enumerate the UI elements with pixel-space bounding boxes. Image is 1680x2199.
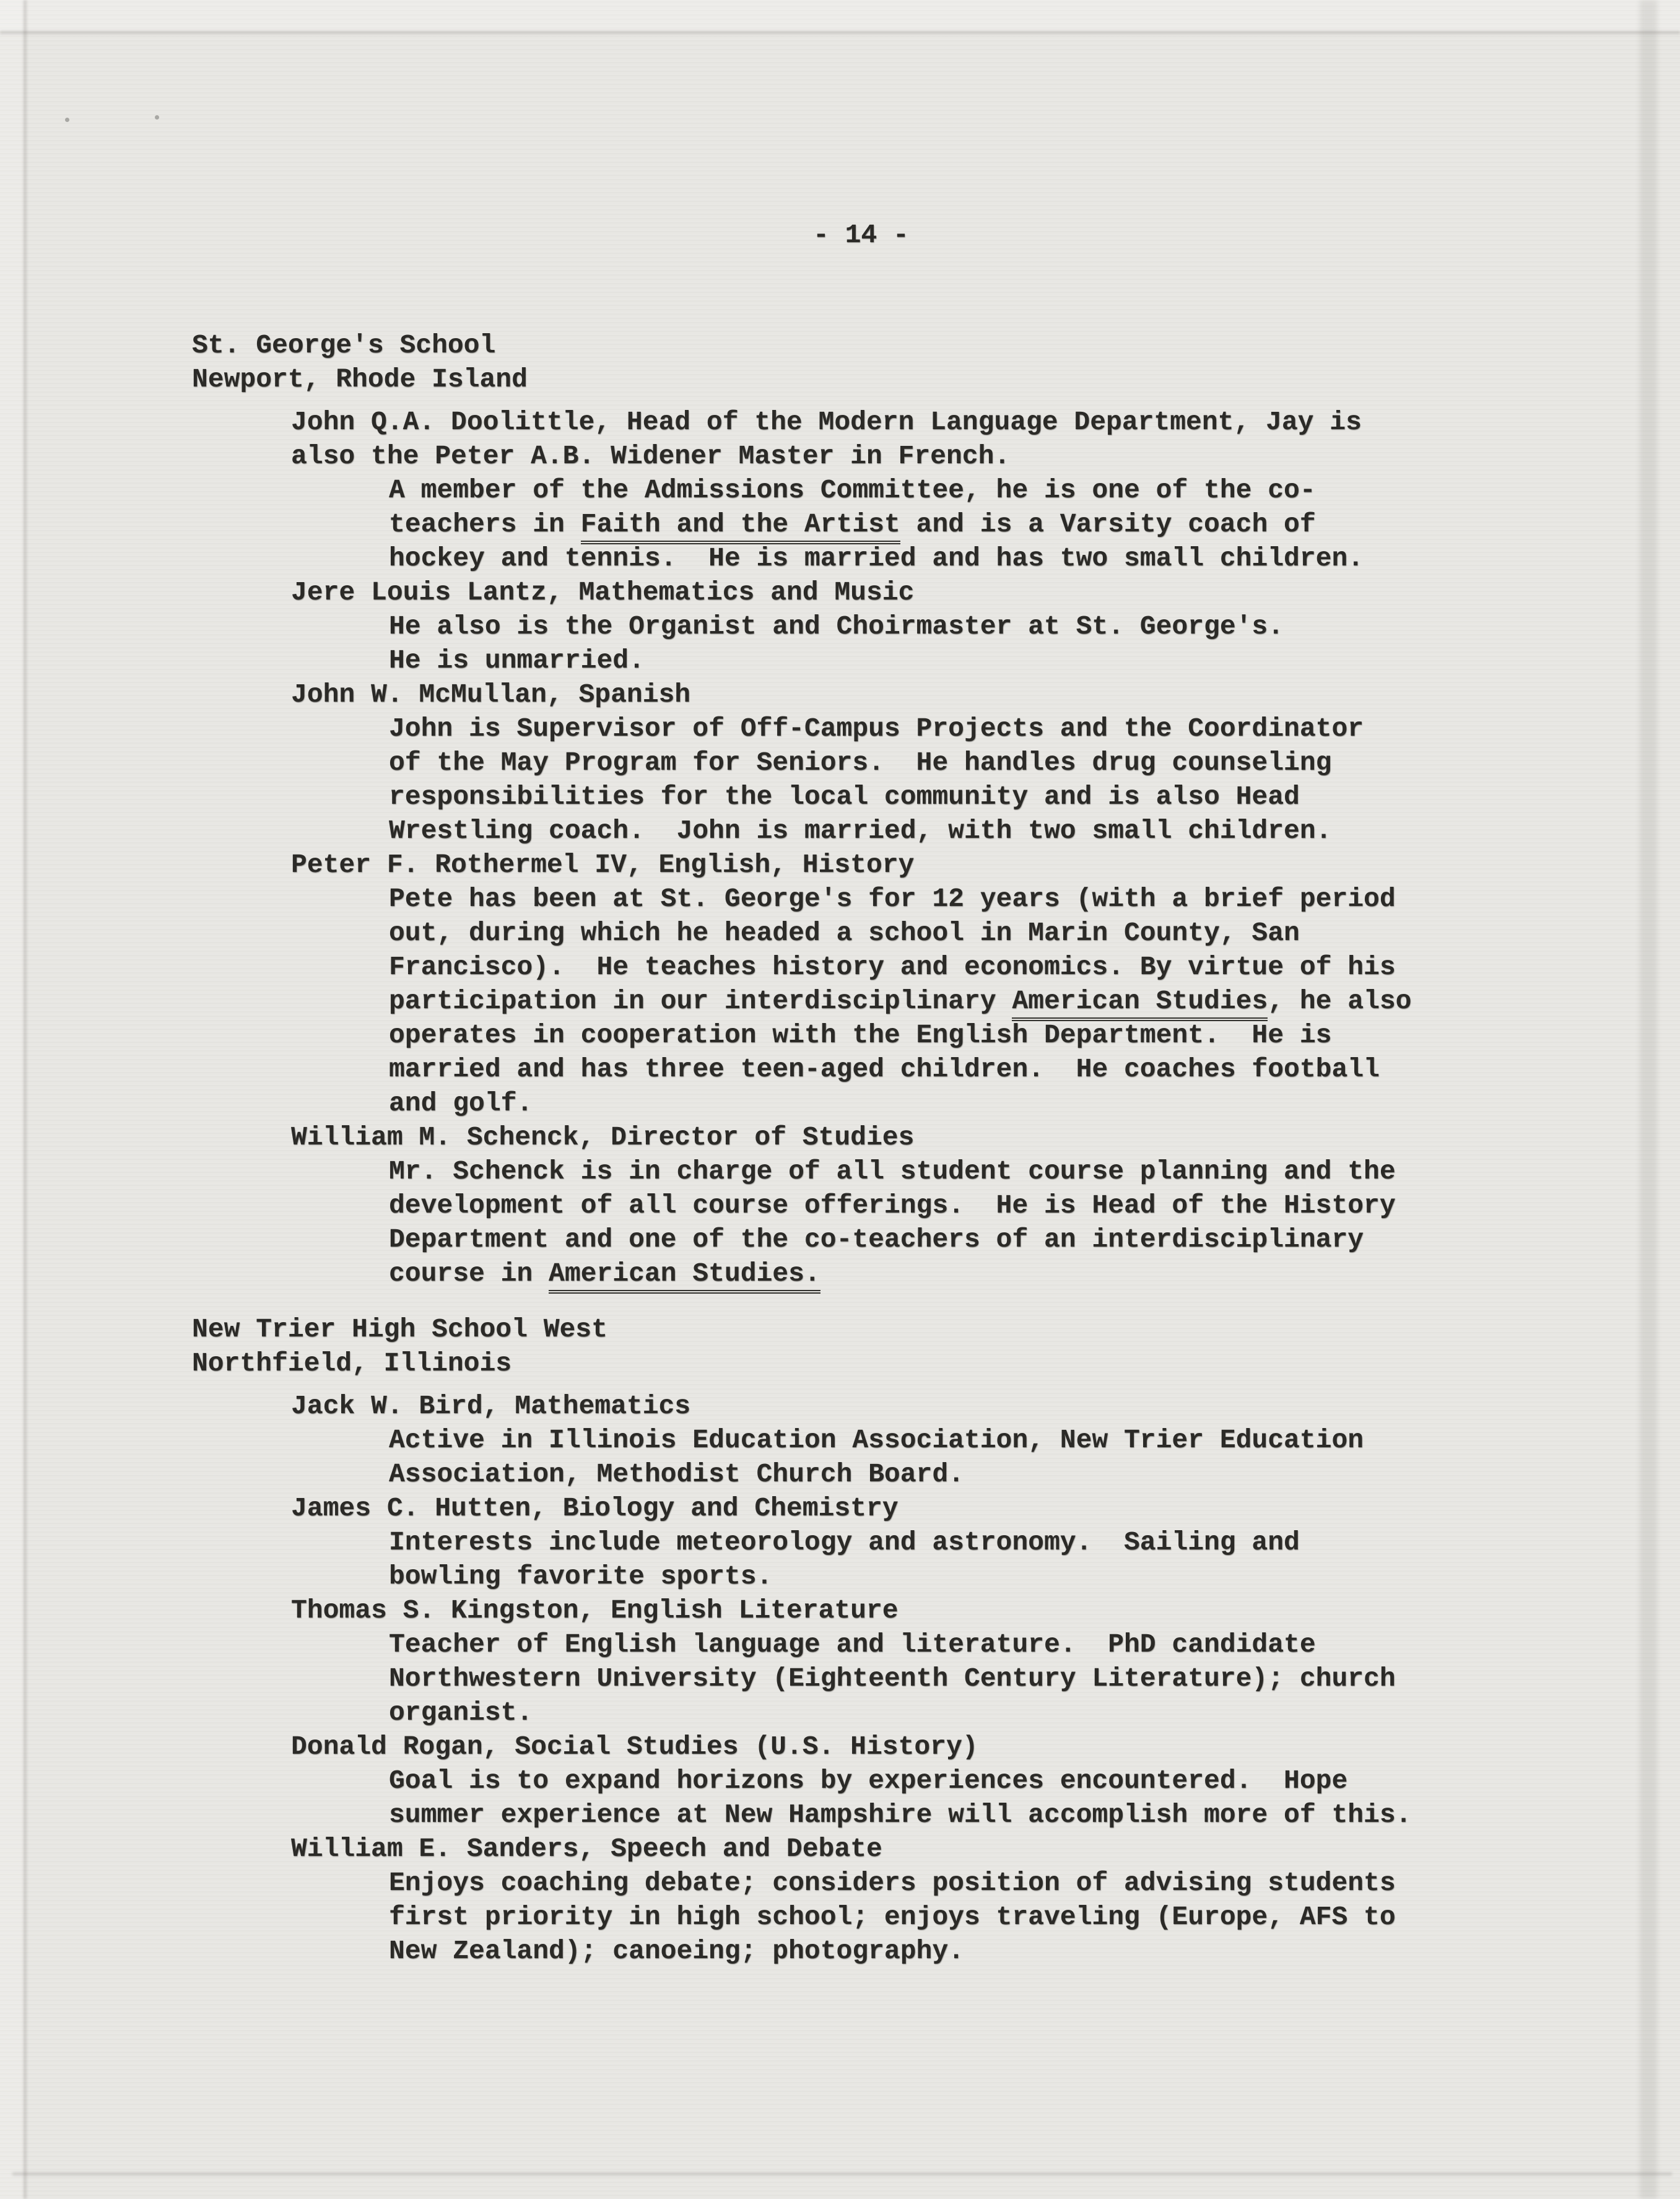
text-line-detail <box>192 1457 1523 1491</box>
text-segment: Francisco). He teaches history and economics. By virtue of his <box>389 952 1396 982</box>
faculty-entry <box>192 1593 1523 1730</box>
text-line-detail <box>192 507 1523 541</box>
text-line-detail <box>192 1188 1523 1222</box>
text-line-detail <box>192 1627 1523 1661</box>
text-line-name <box>192 1491 1523 1525</box>
text-line-detail <box>192 541 1523 575</box>
faculty-entry <box>192 1730 1523 1832</box>
text-line-detail <box>192 1764 1523 1798</box>
text-line-detail <box>192 1661 1523 1696</box>
text-line-name <box>192 1389 1523 1423</box>
underlined-phrase: Faith and the Artist <box>581 509 900 544</box>
text-line-detail <box>192 1052 1523 1086</box>
text-segment: Pete has been at St. George's for 12 years (with a brief period <box>389 884 1396 914</box>
text-line-detail <box>192 1559 1523 1593</box>
faculty-entry <box>192 1832 1523 1968</box>
text-segment: course in <box>389 1258 549 1289</box>
text-segment: St. George's School <box>192 330 496 360</box>
text-segment: responsibilities for the local community and is also Head <box>389 782 1300 812</box>
paper-speck <box>65 118 69 122</box>
text-line-detail <box>192 1798 1523 1832</box>
text-line-detail <box>192 1900 1523 1934</box>
text-segment: Interests include meteorology and astronomy. Sailing and <box>389 1527 1300 1557</box>
page-number: - 14 - <box>813 220 909 250</box>
text-line-detail <box>192 916 1523 950</box>
text-line-detail <box>192 950 1523 984</box>
text-segment: and golf. <box>389 1088 533 1118</box>
text-line-detail <box>192 814 1523 848</box>
school-section <box>192 328 1523 1291</box>
text-segment: Department and one of the co-teachers of an interdisciplinary <box>389 1224 1364 1255</box>
text-segment: development of all course offerings. He is Head of the History <box>389 1190 1396 1221</box>
text-segment: summer experience at New Hampshire will accomplish more of this. <box>389 1800 1412 1830</box>
scan-edge-left <box>0 0 24 2199</box>
text-line-detail <box>192 984 1523 1018</box>
scan-edge-top <box>0 0 1680 31</box>
paper-crease-bottom <box>12 2172 1672 2175</box>
text-line-name <box>192 1832 1523 1866</box>
text-segment: He is unmarried. <box>389 645 645 676</box>
text-line-name <box>192 848 1523 882</box>
text-segment: William E. Sanders, Speech and Debate <box>291 1834 882 1864</box>
text-line-detail <box>192 1222 1523 1256</box>
text-segment: of the May Program for Seniors. He handles drug counseling <box>389 747 1332 778</box>
text-line-detail <box>192 609 1523 643</box>
text-segment: John Q.A. Doolittle, Head of the Modern Language Department, Jay is <box>291 407 1362 437</box>
text-line-detail <box>192 1696 1523 1730</box>
text-line-detail <box>192 1525 1523 1559</box>
text-segment: first priority in high school; enjoys traveling (Europe, AFS to <box>389 1902 1396 1932</box>
faculty-entries <box>192 1389 1523 1968</box>
text-segment: Wrestling coach. John is married, with two small children. <box>389 816 1332 846</box>
text-line-detail <box>192 780 1523 814</box>
text-segment: operates in cooperation with the English Department. He is <box>389 1020 1332 1050</box>
text-line-detail <box>192 882 1523 916</box>
text-segment: He also is the Organist and Choirmaster at St. George's. <box>389 611 1284 642</box>
underlined-phrase: American Studies <box>1012 986 1268 1021</box>
text-line-detail <box>192 473 1523 507</box>
school-section <box>192 1312 1523 1968</box>
text-segment: participation in our interdisciplinary <box>389 986 1012 1016</box>
text-line-name <box>192 575 1523 609</box>
text-segment: Northwestern University (Eighteenth Century Literature); church <box>389 1663 1396 1694</box>
text-segment: Active in Illinois Education Association, New Trier Education <box>389 1425 1364 1455</box>
text-line-heading <box>192 362 1523 396</box>
text-line-name <box>192 1120 1523 1154</box>
text-line-detail <box>192 712 1523 746</box>
paper-edge-top-line <box>0 31 1680 34</box>
text-line-detail <box>192 1086 1523 1120</box>
paper-speck <box>155 115 159 120</box>
text-segment: Northfield, Illinois <box>192 1348 512 1378</box>
text-segment: out, during which he headed a school in Marin County, San <box>389 918 1300 948</box>
faculty-entry <box>192 405 1523 575</box>
text-segment: Jack W. Bird, Mathematics <box>291 1391 691 1421</box>
text-segment: hockey and tennis. He is married and has two small children. <box>389 543 1364 573</box>
text-segment: Thomas S. Kingston, English Literature <box>291 1595 899 1626</box>
text-line-detail <box>192 1018 1523 1052</box>
text-segment: married and has three teen-aged children. He coaches football <box>389 1054 1380 1084</box>
text-segment: Newport, Rhode Island <box>192 364 528 394</box>
text-segment: bowling favorite sports. <box>389 1561 773 1592</box>
text-line-name <box>192 1730 1523 1764</box>
paper-edge-left-line <box>24 0 27 2199</box>
text-line-name <box>192 677 1523 712</box>
paper-fold-right <box>1640 0 1657 2199</box>
text-line-name <box>192 439 1523 473</box>
text-line-name <box>192 405 1523 439</box>
faculty-entry <box>192 848 1523 1120</box>
text-line-detail <box>192 1154 1523 1188</box>
faculty-entry <box>192 677 1523 848</box>
text-line-detail <box>192 1423 1523 1457</box>
text-segment: teachers in <box>389 509 581 539</box>
text-segment: organist. <box>389 1697 533 1728</box>
text-segment: Jere Louis Lantz, Mathematics and Music <box>291 577 915 607</box>
text-segment: Donald Rogan, Social Studies (U.S. History) <box>291 1731 978 1762</box>
faculty-entry <box>192 1120 1523 1291</box>
text-segment: Goal is to expand horizons by experiences encountered. Hope <box>389 1766 1348 1796</box>
text-segment: Peter F. Rothermel IV, English, History <box>291 850 915 880</box>
text-segment: Enjoys coaching debate; considers position of advising students <box>389 1868 1396 1898</box>
faculty-entry <box>192 1491 1523 1593</box>
faculty-entries <box>192 405 1523 1291</box>
text-segment: New Zealand); canoeing; photography. <box>389 1936 964 1966</box>
text-line-heading <box>192 1346 1523 1380</box>
text-segment: , he also <box>1268 986 1412 1016</box>
text-segment: James C. Hutten, Biology and Chemistry <box>291 1493 899 1523</box>
underlined-phrase: American Studies. <box>549 1258 820 1294</box>
text-segment: Association, Methodist Church Board. <box>389 1459 964 1489</box>
text-segment: Mr. Schenck is in charge of all student course planning and the <box>389 1156 1396 1187</box>
text-segment: William M. Schenck, Director of Studies <box>291 1122 915 1152</box>
text-segment: Teacher of English language and literature. PhD candidate <box>389 1629 1316 1660</box>
text-segment: John W. McMullan, Spanish <box>291 679 691 710</box>
text-line-heading <box>192 1312 1523 1346</box>
text-line-detail <box>192 1934 1523 1968</box>
text-segment: New Trier High School West <box>192 1314 607 1344</box>
text-segment: also the Peter A.B. Widener Master in French. <box>291 441 1011 471</box>
text-segment: John is Supervisor of Off-Campus Projects and the Coordinator <box>389 713 1364 744</box>
text-segment: A member of the Admissions Committee, he is one of the co- <box>389 475 1316 505</box>
text-line-name <box>192 1593 1523 1627</box>
faculty-entry <box>192 1389 1523 1491</box>
text-line-heading <box>192 328 1523 362</box>
text-line-detail <box>192 746 1523 780</box>
text-segment: and is a Varsity coach of <box>900 509 1316 539</box>
text-line-detail <box>192 1866 1523 1900</box>
faculty-entry <box>192 575 1523 677</box>
text-line-detail <box>192 643 1523 677</box>
document-body <box>192 328 1523 1968</box>
text-line-detail <box>192 1256 1523 1291</box>
